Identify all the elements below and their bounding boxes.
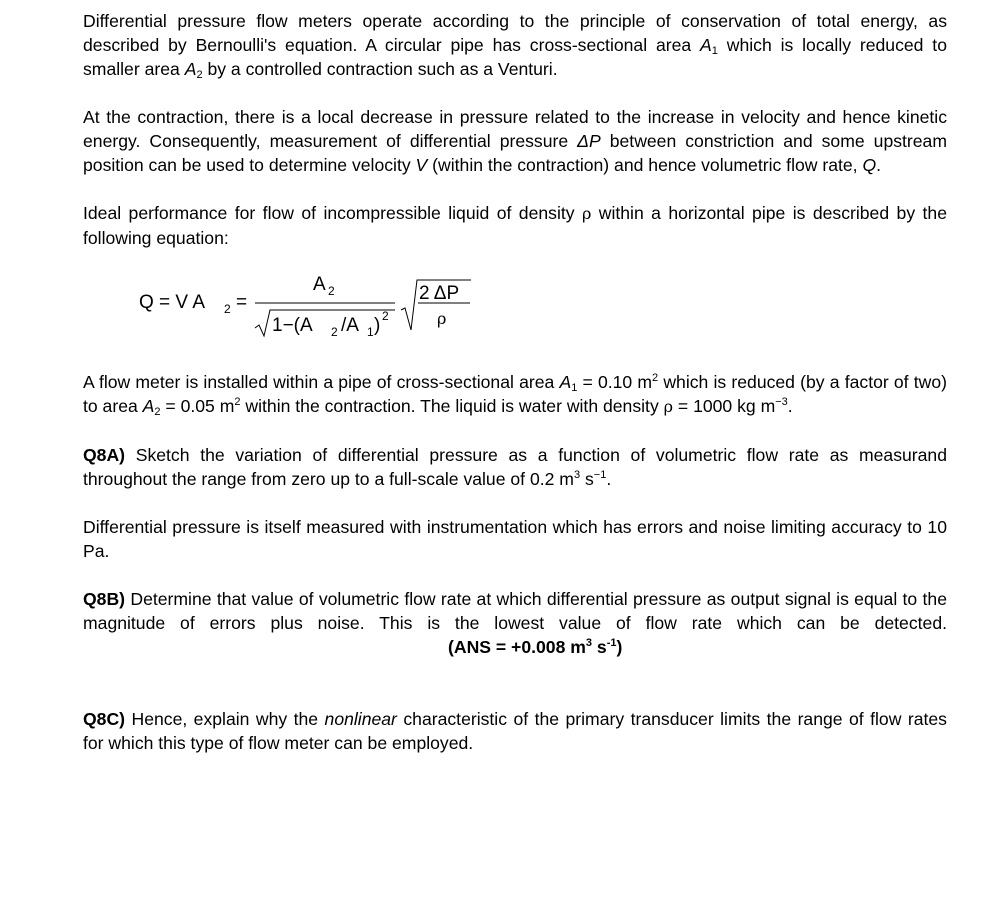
- eq-sqrt-numerator: 2 ΔP: [419, 283, 460, 304]
- eq-lhs-sub: 2: [224, 302, 231, 316]
- eq-lhs: Q = V A: [139, 292, 206, 313]
- eq-denominator-sub2: 2: [331, 325, 338, 339]
- eq-denominator-c: ): [374, 315, 381, 336]
- flow-meter-paragraph: A flow meter is installed within a pipe of cross-sectional area $A_1 = 0.10$ $m^2$ which is reduced (by a factor of two) to area $A_2 = 0.05$ $m^2$ within the contraction. The liquid is water with density ρ = 1000 kg $m^{-3}$.: [83, 372, 947, 418]
- eq-sqrt-denominator: ρ: [437, 309, 447, 328]
- accuracy-paragraph: Differential pressure is itself measured with instrumentation which has errors and noise limiting accuracy to 10 Pa.: [83, 517, 947, 561]
- intro-paragraph: Differential pressure flow meters operate according to the principle of conservation of total energy, as described by Bernoulli's equation. A circular pipe has cross-sectional area $A_1$ which is locally reduced to smaller area $A_2$ by a controlled contraction such as a Venturi.: [83, 11, 947, 81]
- eq-denominator-sup: 2: [382, 309, 389, 323]
- ideal-performance-paragraph: Ideal performance for flow of incompressible liquid of density ρ within a horizontal pipe is described by the following equation:: [83, 203, 947, 248]
- flow-equation-svg: [133, 250, 533, 346]
- answer-8b: (ANS = +0.008 $m^3$ $s^{-1}$): [448, 637, 623, 657]
- document-page: [83, 9, 947, 755]
- eq-numerator: A: [313, 274, 326, 295]
- eq-denominator-b: /A: [341, 315, 359, 336]
- eq-numerator-sub: 2: [328, 284, 335, 298]
- question-8c: Q8C) Hence, explain why the nonlinear characteristic of the primary transducer limits the range of flow rates for which this type of flow meter can be employed.: [83, 709, 947, 753]
- eq-denominator-sub1: 1: [367, 325, 374, 339]
- contraction-paragraph: At the contraction, there is a local decrease in pressure related to the increase in velocity and hence kinetic energy. Consequently, measurement of differential pressure ΔP between constriction and some upstream position can be used to determine velocity V (within the contraction) and hence volumetric flow rate, Q.: [83, 107, 947, 175]
- question-8a: Q8A) Sketch the variation of differential pressure as a function of volumetric flow rate as measurand throughout the range from zero up to a full-scale value of 0.2 $m^3$ $s^{-1}$.: [83, 445, 947, 489]
- question-8b: Q8B) Determine that value of volumetric flow rate at which differential pressure as output signal is equal to the magnitude of errors plus noise. This is the lowest value of flow rate which can be detected.(ANS = +0.008 $m^3$ $s^{-1}$): [83, 589, 947, 657]
- eq-denominator-a: 1−(A: [272, 315, 313, 336]
- eq-equals: =: [236, 292, 248, 313]
- flow-equation: [83, 250, 947, 346]
